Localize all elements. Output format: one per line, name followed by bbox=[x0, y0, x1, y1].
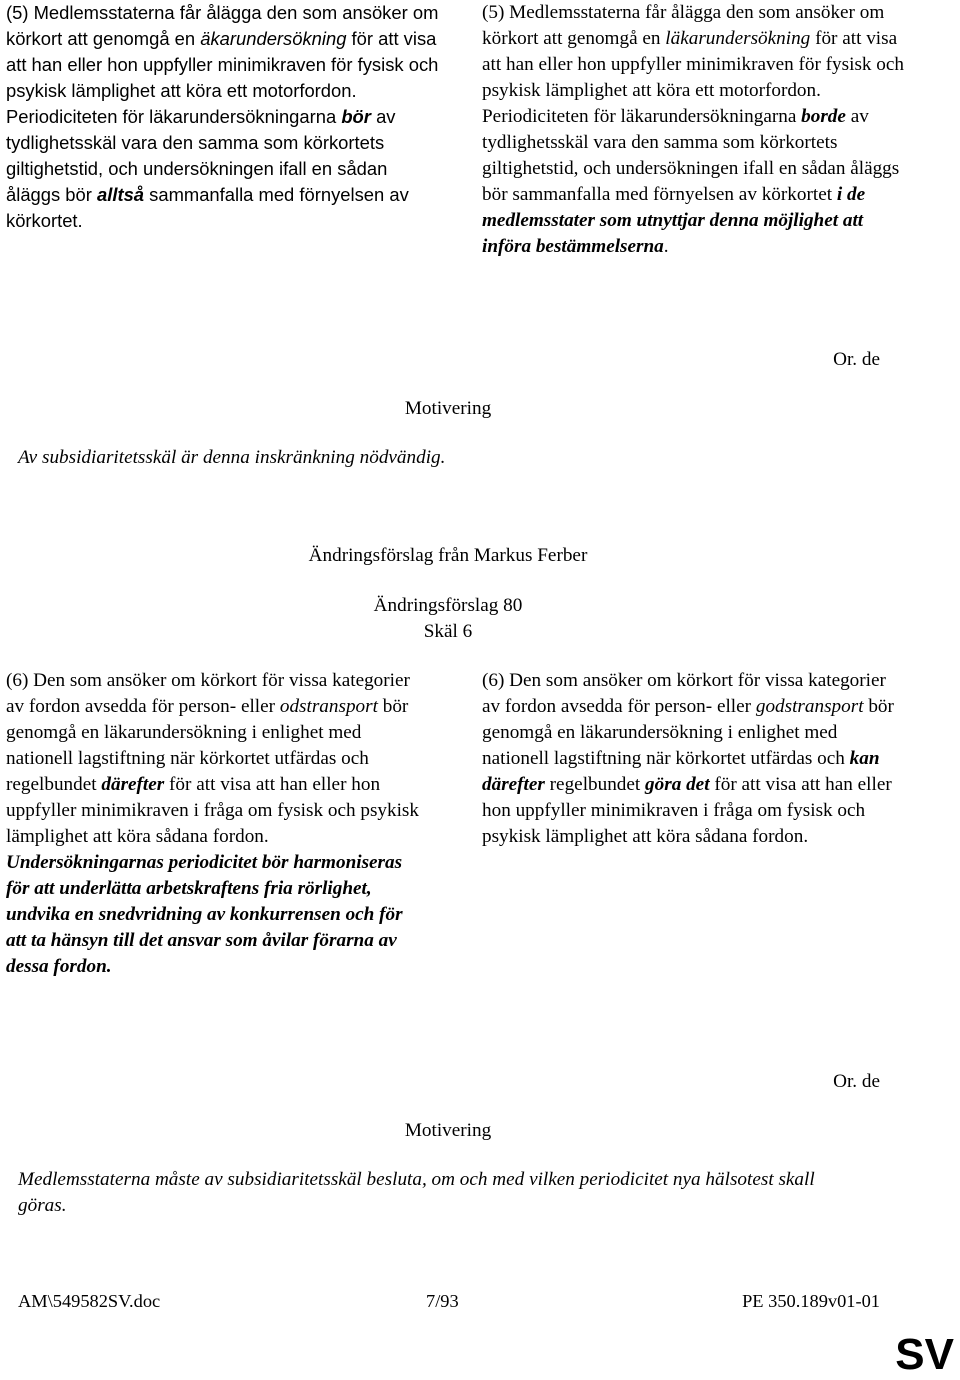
text: för att visa att han eller hon uppfyller minimikraven för fysisk och psykisk lämplighet att köra ett motorfordon. bbox=[6, 28, 439, 101]
text: Periodiciteten för läkarundersökningarna bbox=[6, 106, 342, 127]
footer-doc-ref: AM\549582SV.doc bbox=[18, 1291, 161, 1311]
amendment-author: Ändringsförslag från Markus Ferber bbox=[308, 545, 588, 566]
text: bör genomgå en läkarundersökning i enlighet med nationell lagstiftning när körkortet utfärdas och regelbundet bbox=[6, 696, 409, 795]
motivering-text: Medlemsstaterna måste av subsidiaritetsskäl besluta, om och med vilken periodicitet nya hälsotest skall göras. bbox=[18, 1169, 815, 1216]
recital-label: Skäl 6 bbox=[423, 621, 473, 642]
amendment-79-proposed-text bbox=[482, 0, 912, 260]
footer-page-number: 7/93 bbox=[426, 1291, 459, 1311]
text-bold-italic: i de medlemsstater som utnyttjar denna möjlighet att införa bestämmelserna bbox=[482, 184, 866, 257]
original-language: Or. de bbox=[833, 1071, 880, 1092]
text-bold-italic: Undersökningarnas periodicitet bör harmoniseras för att underlätta arbetskraftens fria rörlighet, undvika en snedvridning av konkurrensen och för att ta hänsyn till det ansvar som åvilar förarna av dessa fordon. bbox=[6, 852, 403, 977]
text: (6) Den som ansöker om körkort för vissa kategorier av fordon avsedda för person- eller bbox=[482, 670, 886, 717]
motivering-title: Motivering bbox=[404, 1120, 492, 1141]
text-italic: läkarundersökning bbox=[665, 28, 811, 49]
text-italic: äkarundersökning bbox=[200, 28, 347, 49]
text: (5) Medlemsstaterna får ålägga den som ansöker om körkort att genomgå en bbox=[6, 2, 439, 49]
text: bör genomgå en läkarundersökning i enlighet med nationell lagstiftning när körkortet utfärdas och bbox=[482, 696, 894, 769]
text: (5) Medlemsstaterna får ålägga den som ansöker om körkort att genomgå en bbox=[482, 2, 885, 49]
amendment-80-proposed-text bbox=[482, 668, 902, 850]
text-bold-italic: göra det bbox=[645, 774, 710, 795]
text-bold-italic: bör bbox=[341, 106, 371, 127]
motivering-text: Av subsidiaritetsskäl är denna inskränkning nödvändig. bbox=[18, 447, 446, 468]
text: (6) Den som ansöker om körkort för vissa kategorier av fordon avsedda för person- eller bbox=[6, 670, 410, 717]
language-code: SV bbox=[895, 1330, 954, 1379]
amendment-number: Ändringsförslag 80 bbox=[373, 595, 523, 616]
text: Periodiciteten för läkarundersökningarna bbox=[482, 106, 802, 127]
text: . bbox=[663, 236, 669, 257]
text-bold-italic: alltså bbox=[97, 184, 145, 205]
text: av tydlighetsskäl vara den samma som körkortets giltighetstid, och undersökningen ifall en sådan åläggs bör bbox=[6, 106, 396, 205]
text-bold-italic: kan därefter bbox=[482, 748, 880, 795]
amendment-80-original-text bbox=[6, 668, 426, 980]
original-language: Or. de bbox=[833, 349, 880, 370]
text-bold-italic: därefter bbox=[101, 774, 165, 795]
amendment-79-original-text bbox=[6, 0, 446, 234]
footer-pe-ref: PE 350.189v01-01 bbox=[742, 1291, 880, 1311]
text: för att visa att han eller hon uppfyller minimikraven för fysisk och psykisk lämplighet att köra ett motorfordon. bbox=[482, 28, 905, 101]
text-bold-italic: borde bbox=[801, 106, 846, 127]
text: regelbundet bbox=[544, 774, 646, 795]
text-italic: godstransport bbox=[755, 696, 864, 717]
text-italic: odstransport bbox=[279, 696, 378, 717]
text: för att visa att han eller hon uppfyller minimikraven i fråga om fysisk och psykisk lämplighet att köra sådana fordon. bbox=[6, 774, 419, 847]
text: av tydlighetsskäl vara den samma som körkortets giltighetstid, och undersökningen ifall en sådan åläggs bör sammanfalla med förnyelsen av körkortet bbox=[482, 106, 900, 205]
text: sammanfalla med förnyelsen av körkortet. bbox=[6, 184, 409, 231]
motivering-title: Motivering bbox=[404, 398, 492, 419]
text: för att visa att han eller hon uppfyller minimikraven i fråga om fysisk och psykisk lämplighet att köra sådana fordon. bbox=[482, 774, 892, 847]
